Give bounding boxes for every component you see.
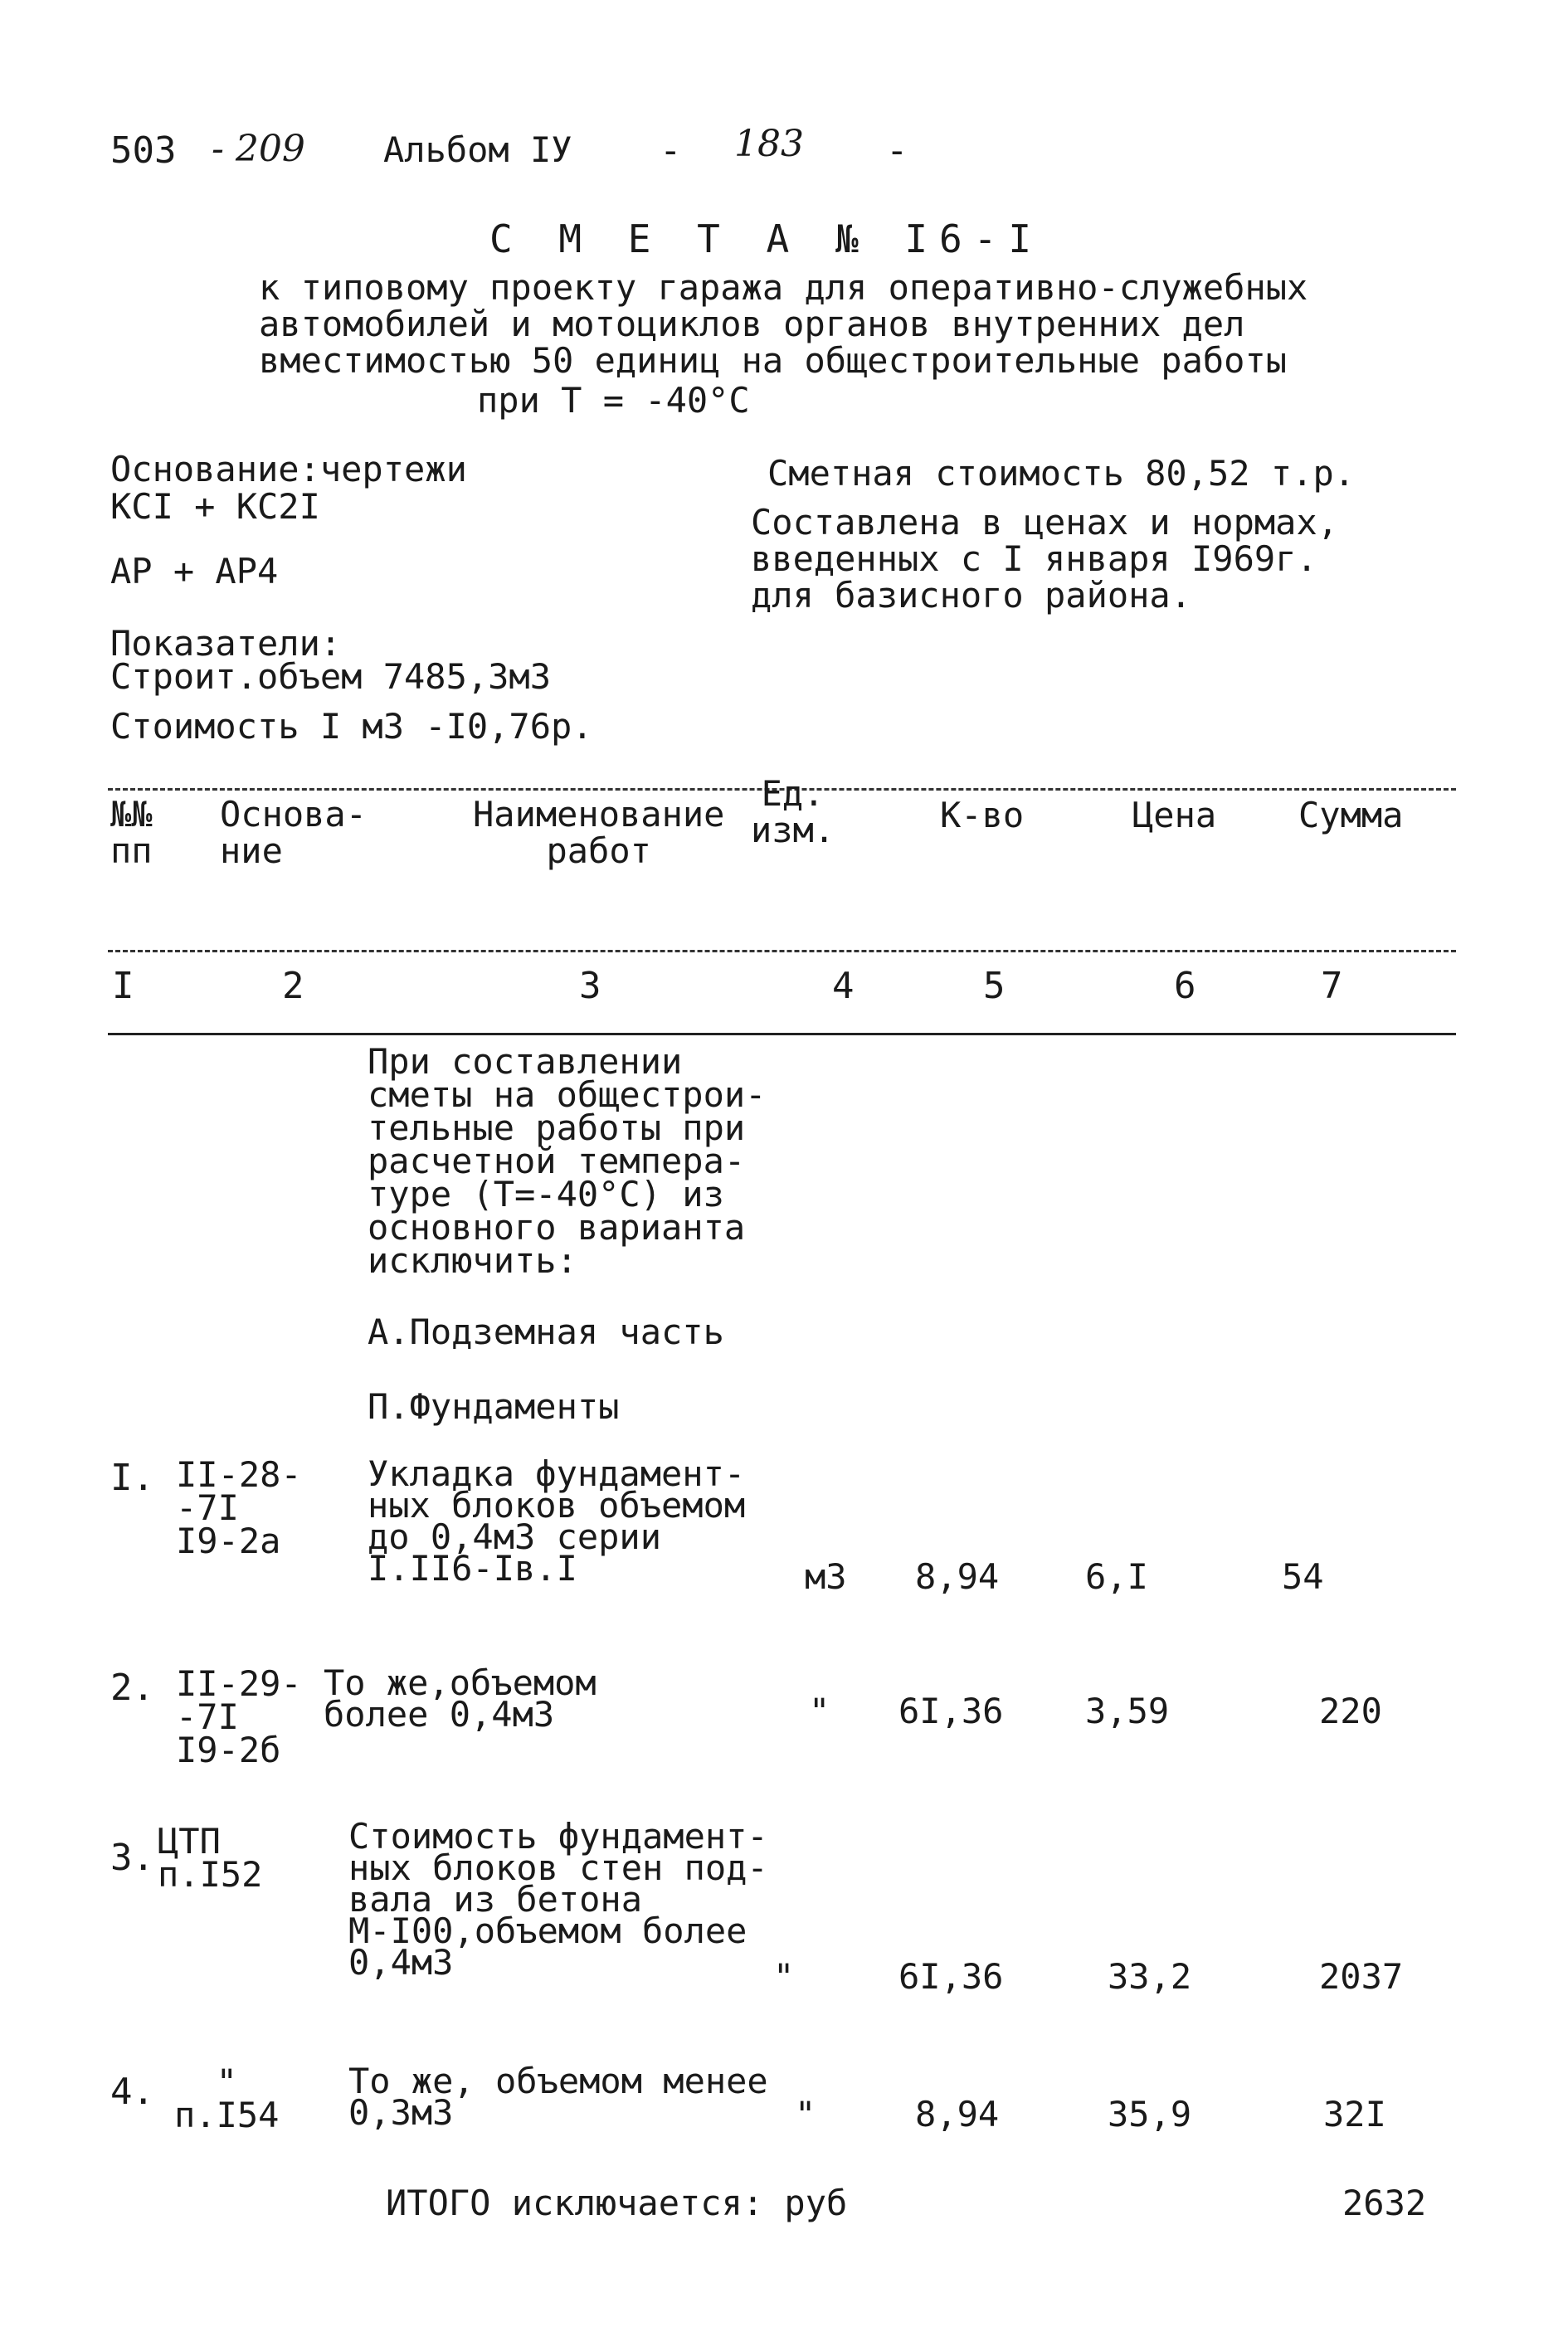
row-3-number: 3. bbox=[110, 1837, 154, 1879]
col-number-7: 7 bbox=[1321, 965, 1343, 1007]
row-1-quantity: 8,94 bbox=[915, 1556, 1000, 1597]
numbers-bottom-rule bbox=[108, 1033, 1456, 1035]
section-underground: А.Подземная часть bbox=[368, 1312, 724, 1352]
basis-drawing-codes-2: АР + АР4 bbox=[110, 551, 279, 591]
row-1-unit: м3 bbox=[805, 1556, 847, 1597]
row-2-number: 2. bbox=[110, 1667, 154, 1709]
row-2-sum: 220 bbox=[1319, 1691, 1382, 1731]
intro-note: При составлении сметы на общестрои- тельные работы при расчетной темпера- туре (Т=-40°С) из основного варианта исключить: bbox=[368, 1041, 767, 1281]
basis-drawings: Основание:чертежи bbox=[110, 449, 467, 489]
section-foundations: П.Фундаменты bbox=[368, 1386, 620, 1427]
row-2-price: 3,59 bbox=[1085, 1691, 1170, 1731]
row-2-work-name: То же,объемом более 0,4м3 bbox=[324, 1662, 597, 1735]
col-header-number: №№ пп bbox=[110, 794, 153, 871]
estimate-subtitle-temperature: при Т = -40°С bbox=[477, 380, 750, 421]
total-value: 2632 bbox=[1342, 2183, 1427, 2223]
row-4-unit-ditto: " bbox=[795, 2094, 816, 2134]
row-4-number: 4. bbox=[110, 2071, 154, 2113]
series-number: 503 bbox=[110, 129, 177, 172]
col-number-3: 3 bbox=[579, 965, 601, 1007]
col-header-unit: Ед. изм. bbox=[751, 773, 835, 850]
row-3-unit-ditto: " bbox=[773, 1956, 795, 1997]
col-number-4: 4 bbox=[832, 965, 855, 1007]
row-4-price: 35,9 bbox=[1108, 2094, 1192, 2134]
col-header-price: Цена bbox=[1132, 795, 1217, 835]
row-3-work-name: Стоимость фундамент- ных блоков стен под- вала из бетона М-I00,объемом более 0,4м3 bbox=[348, 1816, 768, 1983]
row-4-work-name: То же, объемом менее 0,3м3 bbox=[348, 2061, 768, 2133]
total-label: ИТОГО исключается: руб bbox=[386, 2183, 848, 2223]
header-bottom-rule bbox=[108, 950, 1456, 952]
col-number-6: 6 bbox=[1174, 965, 1196, 1007]
row-3-quantity: 6I,36 bbox=[898, 1956, 1004, 1997]
col-number-5: 5 bbox=[983, 965, 1006, 1007]
col-header-quantity: К-во bbox=[940, 795, 1025, 835]
indicators-label: Показатели: bbox=[110, 623, 342, 664]
header-dash: - bbox=[660, 129, 682, 172]
estimated-cost: Сметная стоимость 80,52 т.р. bbox=[767, 453, 1356, 494]
handwritten-page-number: 183 bbox=[734, 123, 804, 165]
price-basis-note: Составлена в ценах и нормах, введенных с I января I969г. для базисного района. bbox=[751, 502, 1339, 616]
row-2-basis: II-29- -7I I9-2б bbox=[176, 1663, 302, 1770]
row-3-sum: 2037 bbox=[1319, 1956, 1404, 1997]
row-2-quantity: 6I,36 bbox=[898, 1691, 1004, 1731]
unit-cost: Стоимость I м3 -I0,76р. bbox=[110, 706, 593, 747]
row-4-basis: " п.I54 bbox=[174, 2061, 280, 2135]
col-header-basis: Основа- ние bbox=[220, 794, 368, 871]
basis-drawing-codes-1: КСI + КС2I bbox=[110, 486, 320, 527]
row-3-basis: ЦТП п.I52 bbox=[158, 1821, 263, 1895]
row-4-quantity: 8,94 bbox=[915, 2094, 1000, 2134]
estimate-subtitle: к типовому проекту гаража для оперативно-служебных автомобилей и мотоциклов органов внутренних дел вместимостью 50 единиц на общестроительные работы bbox=[259, 267, 1308, 381]
album-label: Альбом IУ bbox=[383, 129, 572, 170]
row-1-price: 6,I bbox=[1085, 1556, 1148, 1597]
row-3-price: 33,2 bbox=[1108, 1956, 1192, 1997]
col-header-sum: Сумма bbox=[1298, 795, 1404, 835]
col-number-1: I bbox=[112, 965, 134, 1007]
col-number-2: 2 bbox=[282, 965, 304, 1007]
building-volume: Строит.объем 7485,3м3 bbox=[110, 656, 552, 697]
row-4-sum: 32I bbox=[1323, 2094, 1386, 2134]
row-2-unit-ditto: " bbox=[809, 1691, 830, 1731]
row-1-basis: II-28- -7I I9-2а bbox=[176, 1454, 302, 1561]
col-header-work-name: Наименование работ bbox=[473, 794, 725, 871]
row-1-work-name: Укладка фундамент- ных блоков объемом до 0,4м3 серии I.II6-Iв.I bbox=[368, 1453, 746, 1589]
header-dash-end: - bbox=[886, 129, 908, 172]
row-1-sum: 54 bbox=[1282, 1556, 1324, 1597]
handwritten-number: - 209 bbox=[212, 128, 305, 170]
row-1-number: I. bbox=[110, 1457, 154, 1499]
estimate-title: С М Е Т А № I6-I bbox=[489, 217, 1044, 261]
